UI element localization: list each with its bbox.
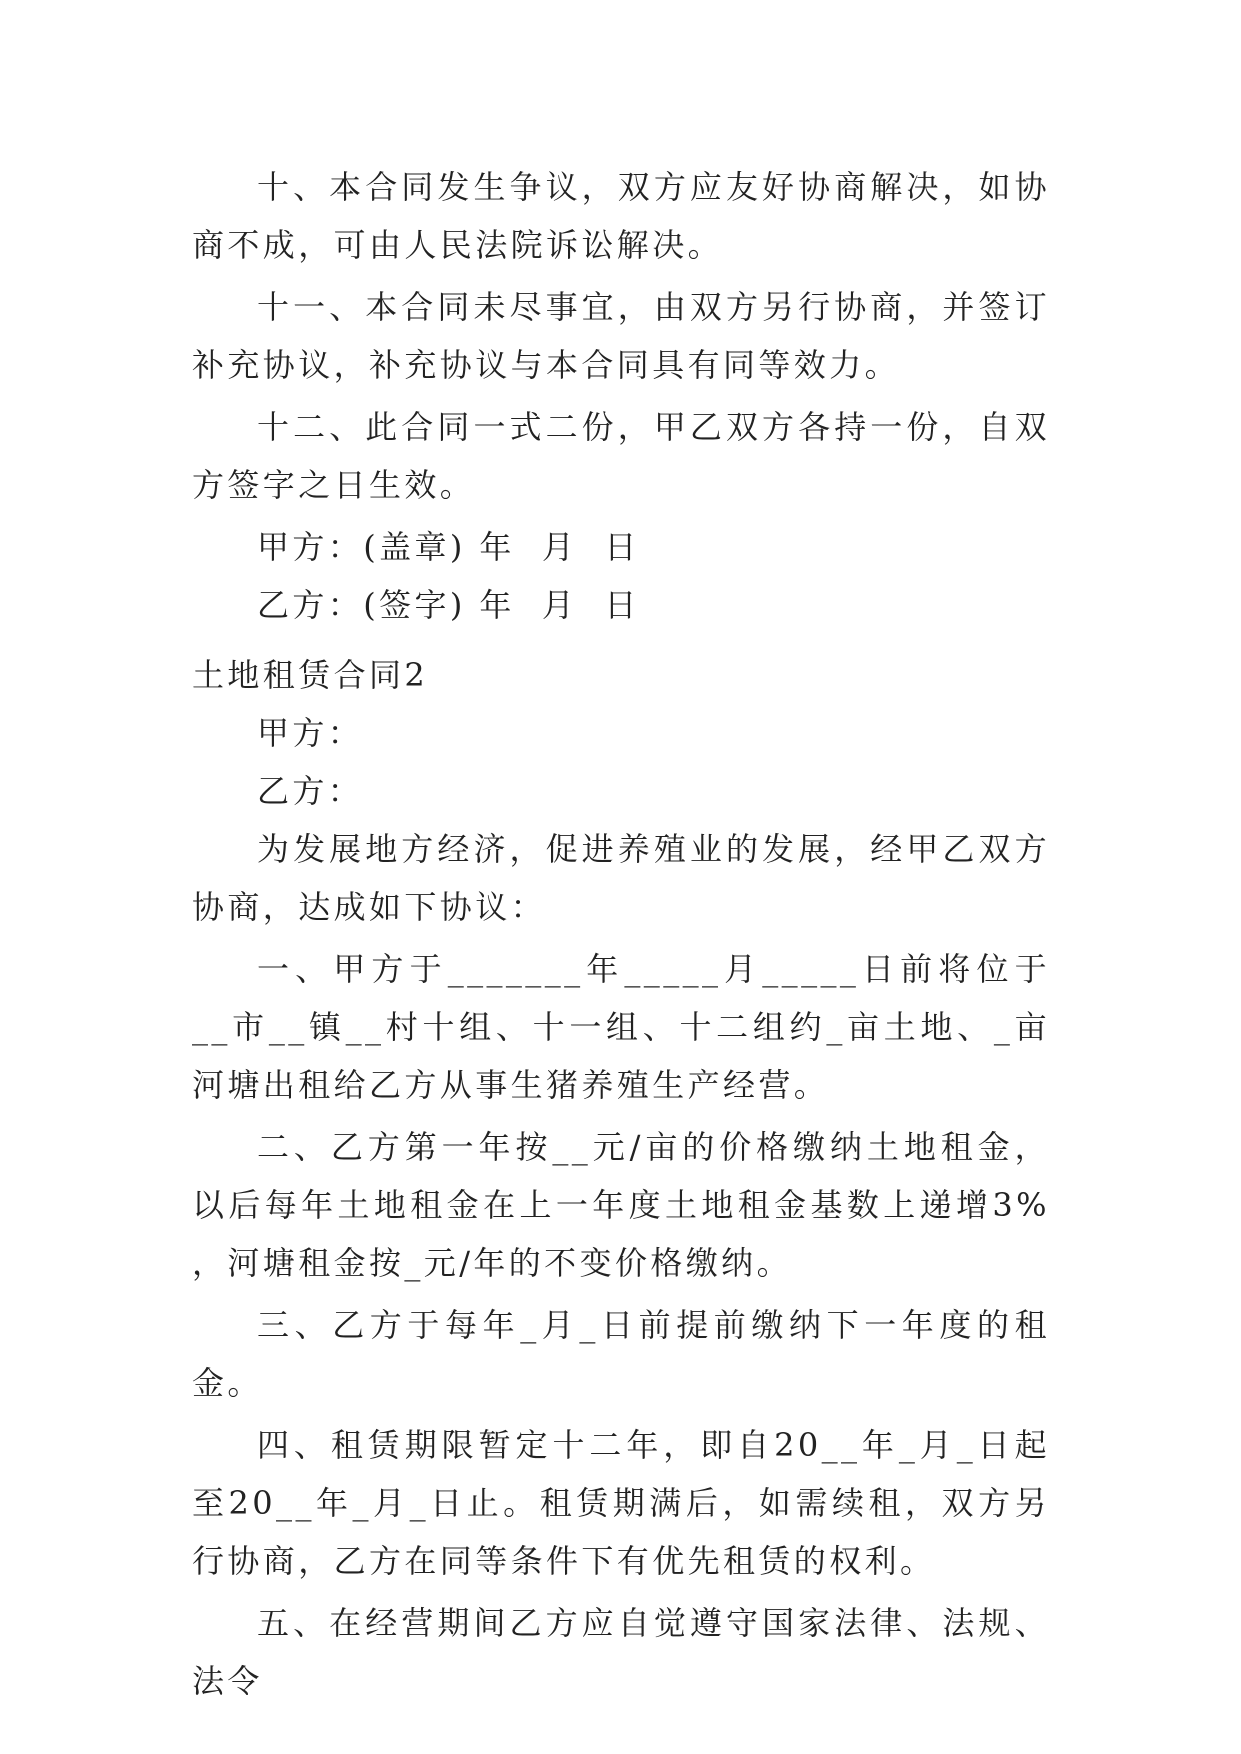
contract-2-title: 土地租赁合同2	[192, 656, 429, 694]
clause-11: 十一、本合同未尽事宜，由双方另行协商，并签订补充协议，补充协议与本合同具有同等效力。	[192, 288, 1050, 384]
contract-2-party-b: 乙方：	[257, 772, 364, 810]
document-body	[192, 158, 1050, 1714]
contract-2-clause-5: 五、在经营期间乙方应自觉遵守国家法律、法规、法令	[192, 1604, 1050, 1700]
clause-12: 十二、此合同一式二份，甲乙双方各持一份，自双方签字之日生效。	[192, 408, 1050, 504]
party-a-signature-line: 甲方：(盖章) 年 月 日	[257, 528, 640, 566]
contract-2-intro: 为发展地方经济，促进养殖业的发展，经甲乙双方协商，达成如下协议：	[192, 830, 1050, 926]
party-b-signature-line: 乙方：(签字) 年 月 日	[257, 586, 640, 624]
clause-10: 十、本合同发生争议，双方应友好协商解决，如协商不成，可由人民法院诉讼解决。	[192, 168, 1050, 264]
contract-2-clause-2: 二、乙方第一年按__元/亩的价格缴纳土地租金，以后每年土地租金在上一年度土地租金基数上递增3% ，河塘租金按_元/年的不变价格缴纳。	[192, 1128, 1050, 1282]
contract-2-party-a: 甲方：	[257, 714, 364, 752]
contract-2-clause-1: 一、甲方于_______年_____月_____日前将位于__市__镇__村十组、十一组、十二组约_亩土地、_亩河塘出租给乙方从事生猪养殖生产经营。	[192, 950, 1050, 1104]
contract-2-clause-3: 三、乙方于每年_月_日前提前缴纳下一年度的租金。	[192, 1306, 1050, 1402]
contract-2-clause-4: 四、租赁期限暂定十二年，即自20__年_月_日起至20__年_月_日止。租赁期满后，如需续租，双方另行协商，乙方在同等条件下有优先租赁的权利。	[192, 1426, 1050, 1580]
